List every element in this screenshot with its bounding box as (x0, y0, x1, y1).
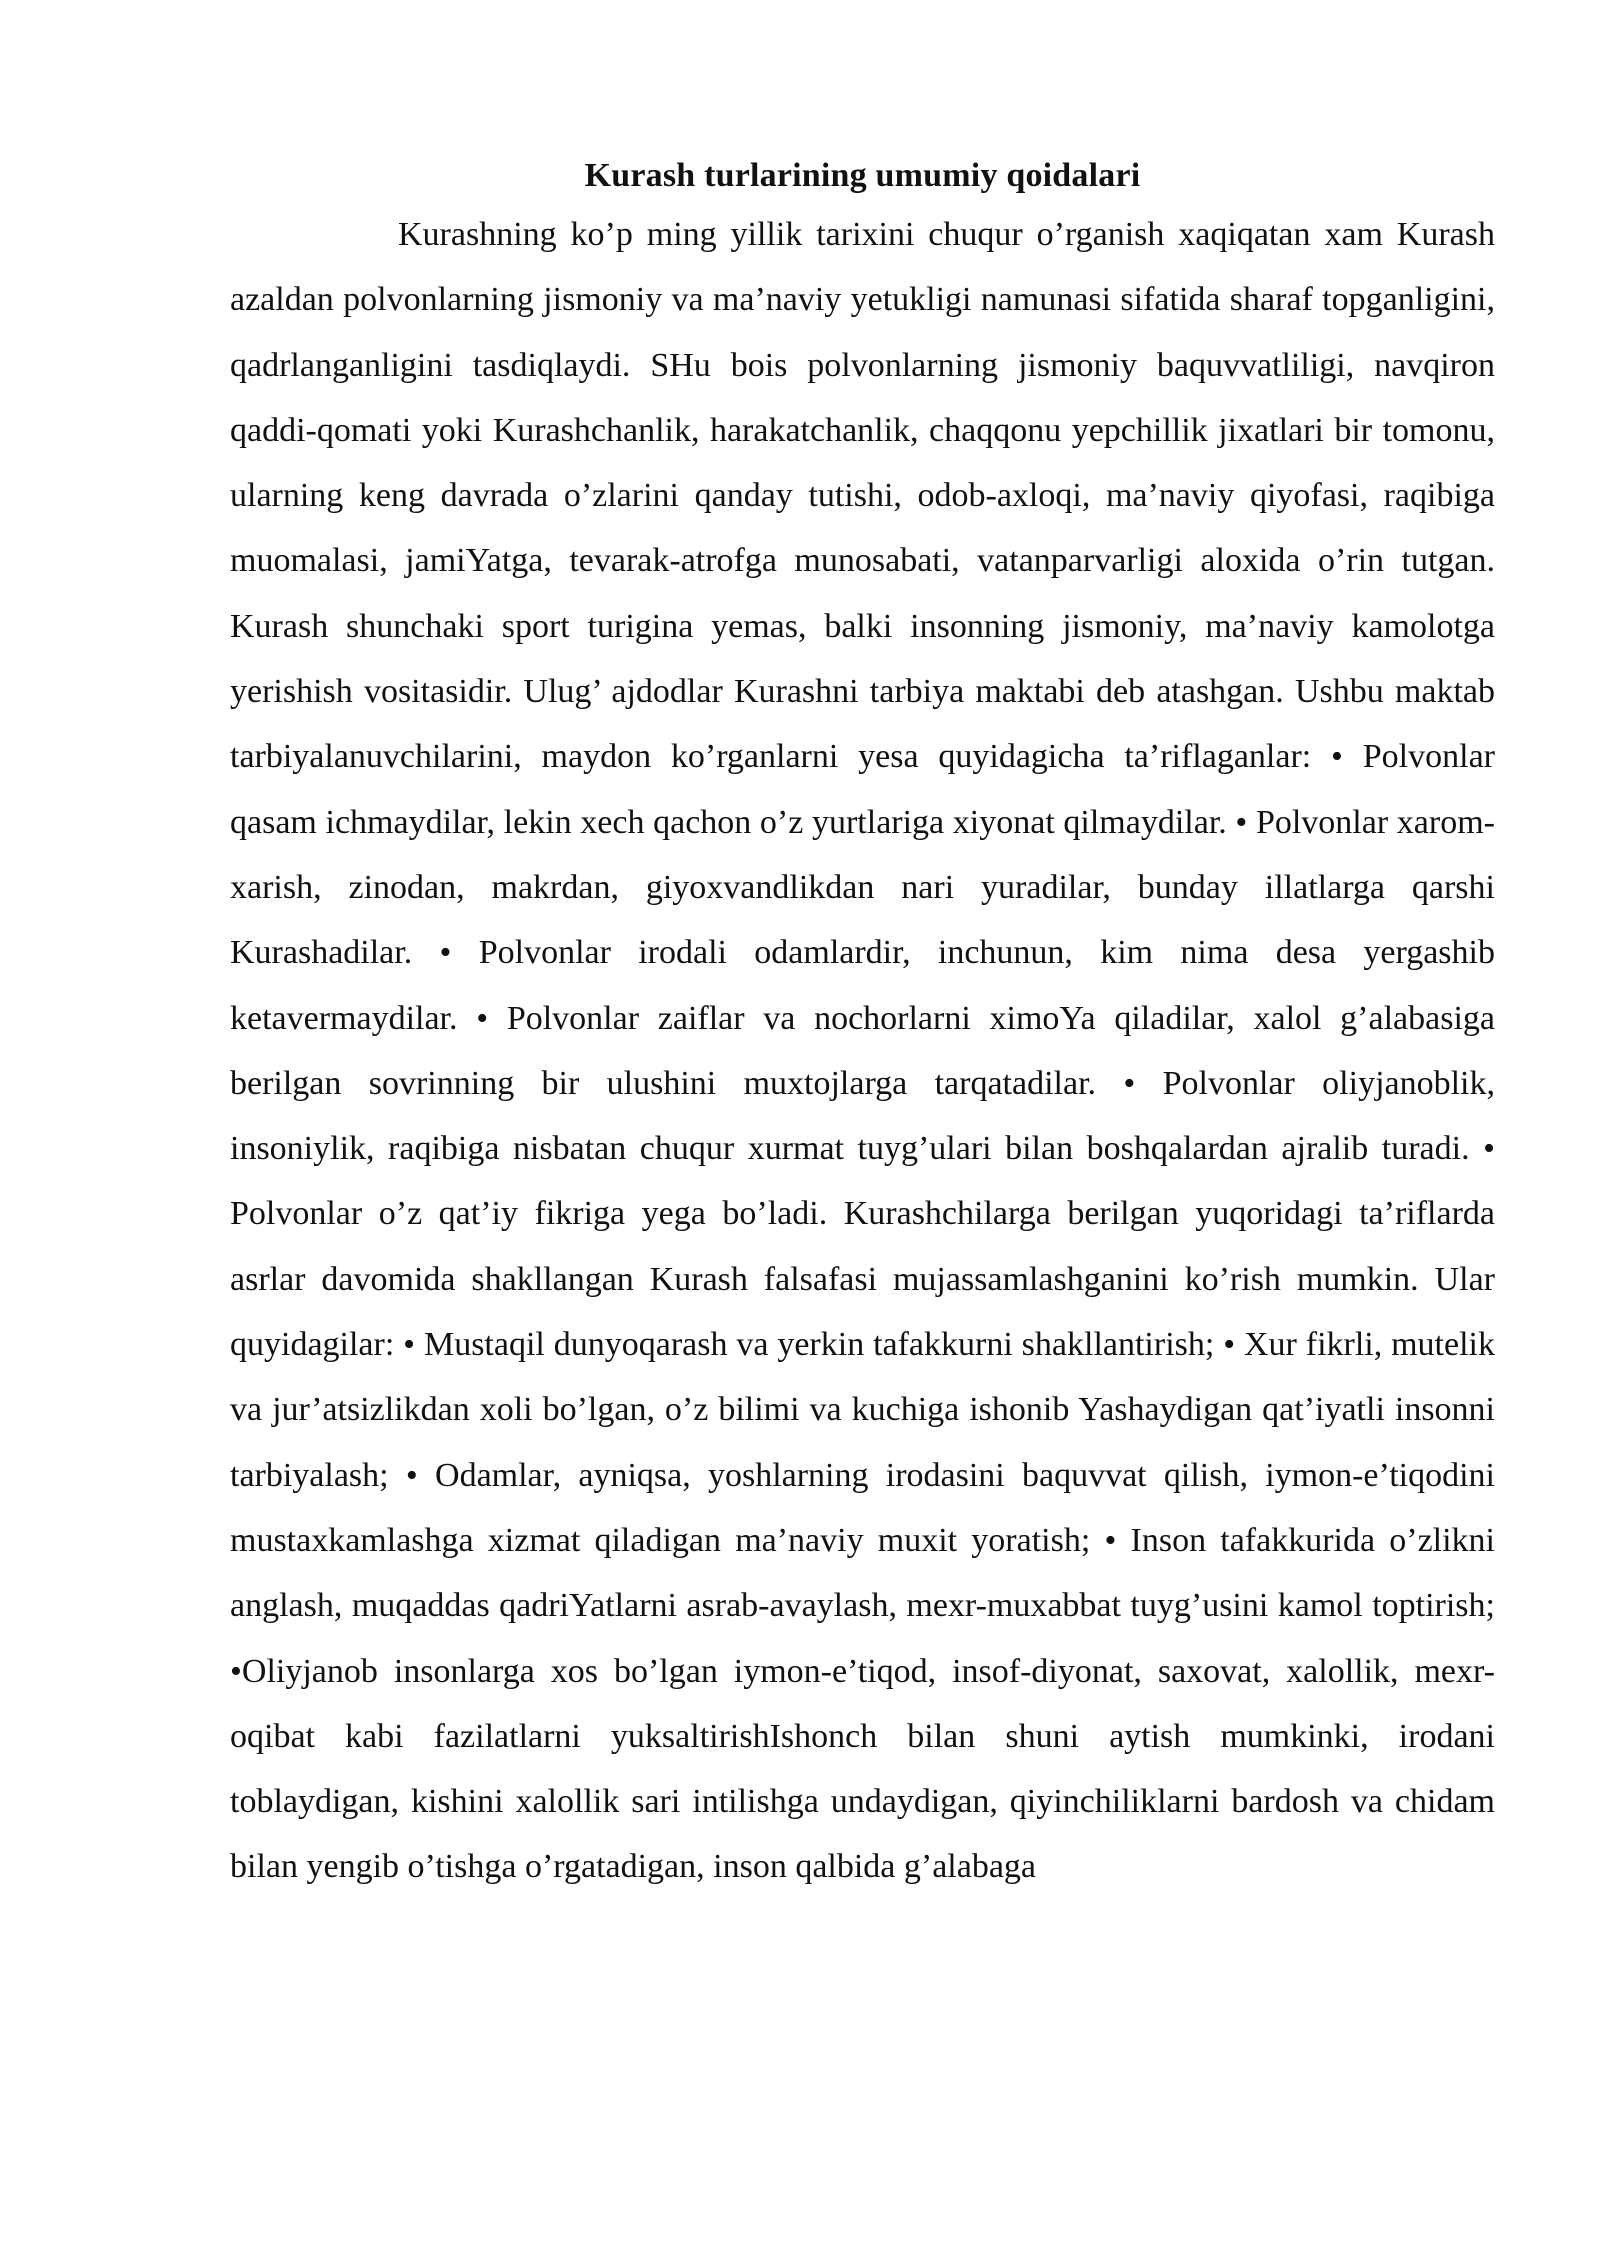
document-body-paragraph: Kurashning ko’p ming yillik tarixini chuqur o’rganish xaqiqatan xam Kurash azaldan polvonlarning jismoniy va ma’naviy yetukligi namunasi sifatida sharaf topganligini, qadrlanganligini tasdiqlaydi. SHu bois polvonlarning jismoniy baquvvatliligi, navqiron qaddi-qomati yoki Kurashchanlik, harakatchanlik, chaqqonu yepchillik jixatlari bir tomonu, ularning keng davrada o’zlarini qanday tutishi, odob-axloqi, ma’naviy qiyofasi, raqibiga muomalasi, jamiYatga, tevarak-atrofga munosabati, vatanparvarligi aloxida o’rin tutgan. Kurash shunchaki sport turigina yemas, balki insonning jismoniy, ma’naviy kamolotga yerishish vositasidir. Ulug’ ajdodlar Kurashni tarbiya maktabi deb atashgan. Ushbu maktab tarbiyalanuvchilarini, maydon ko’rganlarni yesa quyidagicha ta’riflaganlar: • Polvonlar qasam ichmaydilar, lekin xech qachon o’z yurtlariga xiyonat qilmaydilar. • Polvonlar xarom-xarish, zinodan, makrdan, giyoxvandlikdan nari yuradilar, bunday illatlarga qarshi Kurashadilar. • Polvonlar irodali odamlardir, inchunun, kim nima desa yergashib ketavermaydilar. • Polvonlar zaiflar va nochorlarni ximoYa qiladilar, xalol g’alabasiga berilgan sovrinning bir ulushini muxtojlarga tarqatadilar. • Polvonlar oliyjanoblik, insoniylik, raqibiga nisbatan chuqur xurmat tuyg’ulari bilan boshqalardan ajralib turadi. • Polvonlar o’z qat’iy fikriga yega bo’ladi. Kurashchilarga berilgan yuqoridagi ta’riflarda asrlar davomida shakllangan Kurash falsafasi mujassamlashganini ko’rish mumkin. Ular quyidagilar: • Mustaqil dunyoqarash va yerkin tafakkurni shakllantirish; • Xur fikrli, mutelik va jur’atsizlikdan xoli bo’lgan, o’z bilimi va kuchiga ishonib Yashaydigan qat’iyatli insonni tarbiyalash; • Odamlar, ayniqsa, yoshlarning irodasini baquvvat qilish, iymon-e’tiqodini mustaxkamlashga xizmat qiladigan ma’naviy muxit yoratish; • Inson tafakkurida o’zlikni anglash, muqaddas qadriYatlarni asrab-avaylash, mexr-muxabbat tuyg’usini kamol toptirish; •Oliyjanob insonlarga xos bo’lgan iymon-e’tiqod, insof-diyonat, saxovat, xalollik, mexr-oqibat kabi fazilatlarni yuksaltirishIshonch bilan shuni aytish mumkinki, irodani toblaydigan, kishini xalollik sari intilishga undaydigan, qiyinchiliklarni bardosh va chidam bilan yengib o’tishga o’rgatadigan, inson qalbida g’alabaga (230, 216, 1495, 1886)
document-content (230, 150, 1495, 1900)
document-title: Kurash turlarining umumiy qoidalari (584, 157, 1141, 194)
